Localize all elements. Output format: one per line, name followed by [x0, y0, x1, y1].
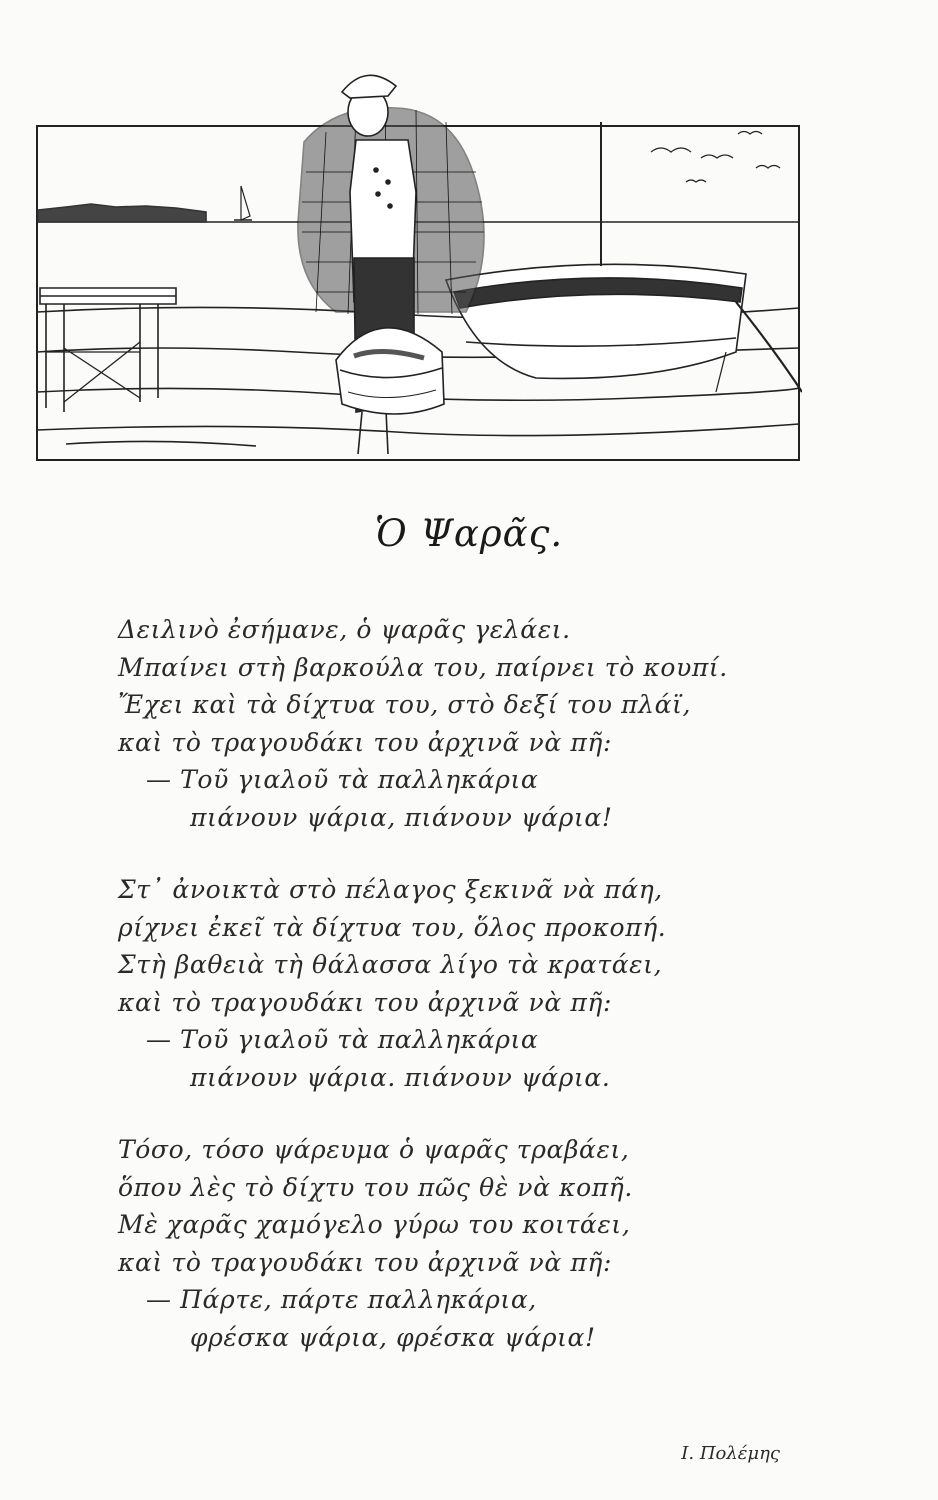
refrain-line: — Πάρτε, πάρτε παλληκάρια, [146, 1285, 537, 1314]
poem-line: Στὴ βαθειὰ τὴ θάλασσα λίγο τὰ κρατάει, [118, 950, 663, 979]
poem-line: καὶ τὸ τραγουδάκι του ἀρχινᾶ νὰ πῆ: [118, 727, 612, 757]
poem-line: ὅπου λὲς τὸ δίχτυ του πῶς θὲ νὰ κοπῆ. [118, 1172, 633, 1202]
poem-title: Ὁ Ψαρᾶς. [374, 512, 564, 555]
refrain-line: — Τοῦ γιαλοῦ τὰ παλληκάρια [146, 1025, 539, 1054]
poem-line: ρίχνει ἐκεῖ τὰ δίχτυα του, ὅλος προκοπή. [118, 912, 667, 942]
poem-line: καὶ τὸ τραγουδάκι του ἀρχινᾶ νὰ πῆ: [118, 1247, 612, 1277]
stanza-3 [118, 1131, 818, 1356]
refrain-line: — Τοῦ γιαλοῦ τὰ παλληκάρια [146, 765, 539, 794]
refrain-line: πιάνουν ψάρια, πιάνουν ψάρια! [190, 802, 613, 832]
poem-line: Στ᾽ ἀνοικτὰ στὸ πέλαγος ξεκινᾶ νὰ πάη, [118, 875, 663, 904]
stanza-2 [118, 871, 818, 1096]
refrain-line: πιάνουν ψάρια. πιάνουν ψάρια. [190, 1062, 611, 1092]
stanza-1 [118, 611, 818, 836]
poem-line: Ἔχει καὶ τὰ δίχτυα του, στὸ δεξί του πλάϊ, [118, 690, 692, 719]
author-signature: Ι. Πολέμης [681, 1443, 780, 1464]
refrain-line: φρέσκα ψάρια, φρέσκα ψάρια! [190, 1322, 596, 1352]
poem-line: Μπαίνει στὴ βαρκούλα του, παίρνει τὸ κουπί. [118, 652, 728, 682]
fisherman-illustration [36, 52, 802, 462]
poem-line: Μὲ χαρᾶς χαμόγελο γύρω του κοιτάει, [118, 1210, 631, 1239]
poem-body [118, 611, 818, 1391]
poem-line: Τόσο, τόσο ψάρευμα ὁ ψαρᾶς τραβάει, [118, 1135, 630, 1164]
poem-line: καὶ τὸ τραγουδάκι του ἀρχινᾶ νὰ πῆ: [118, 987, 612, 1017]
poem-line: Δειλινὸ ἐσήμανε, ὁ ψαρᾶς γελάει. [118, 615, 571, 644]
